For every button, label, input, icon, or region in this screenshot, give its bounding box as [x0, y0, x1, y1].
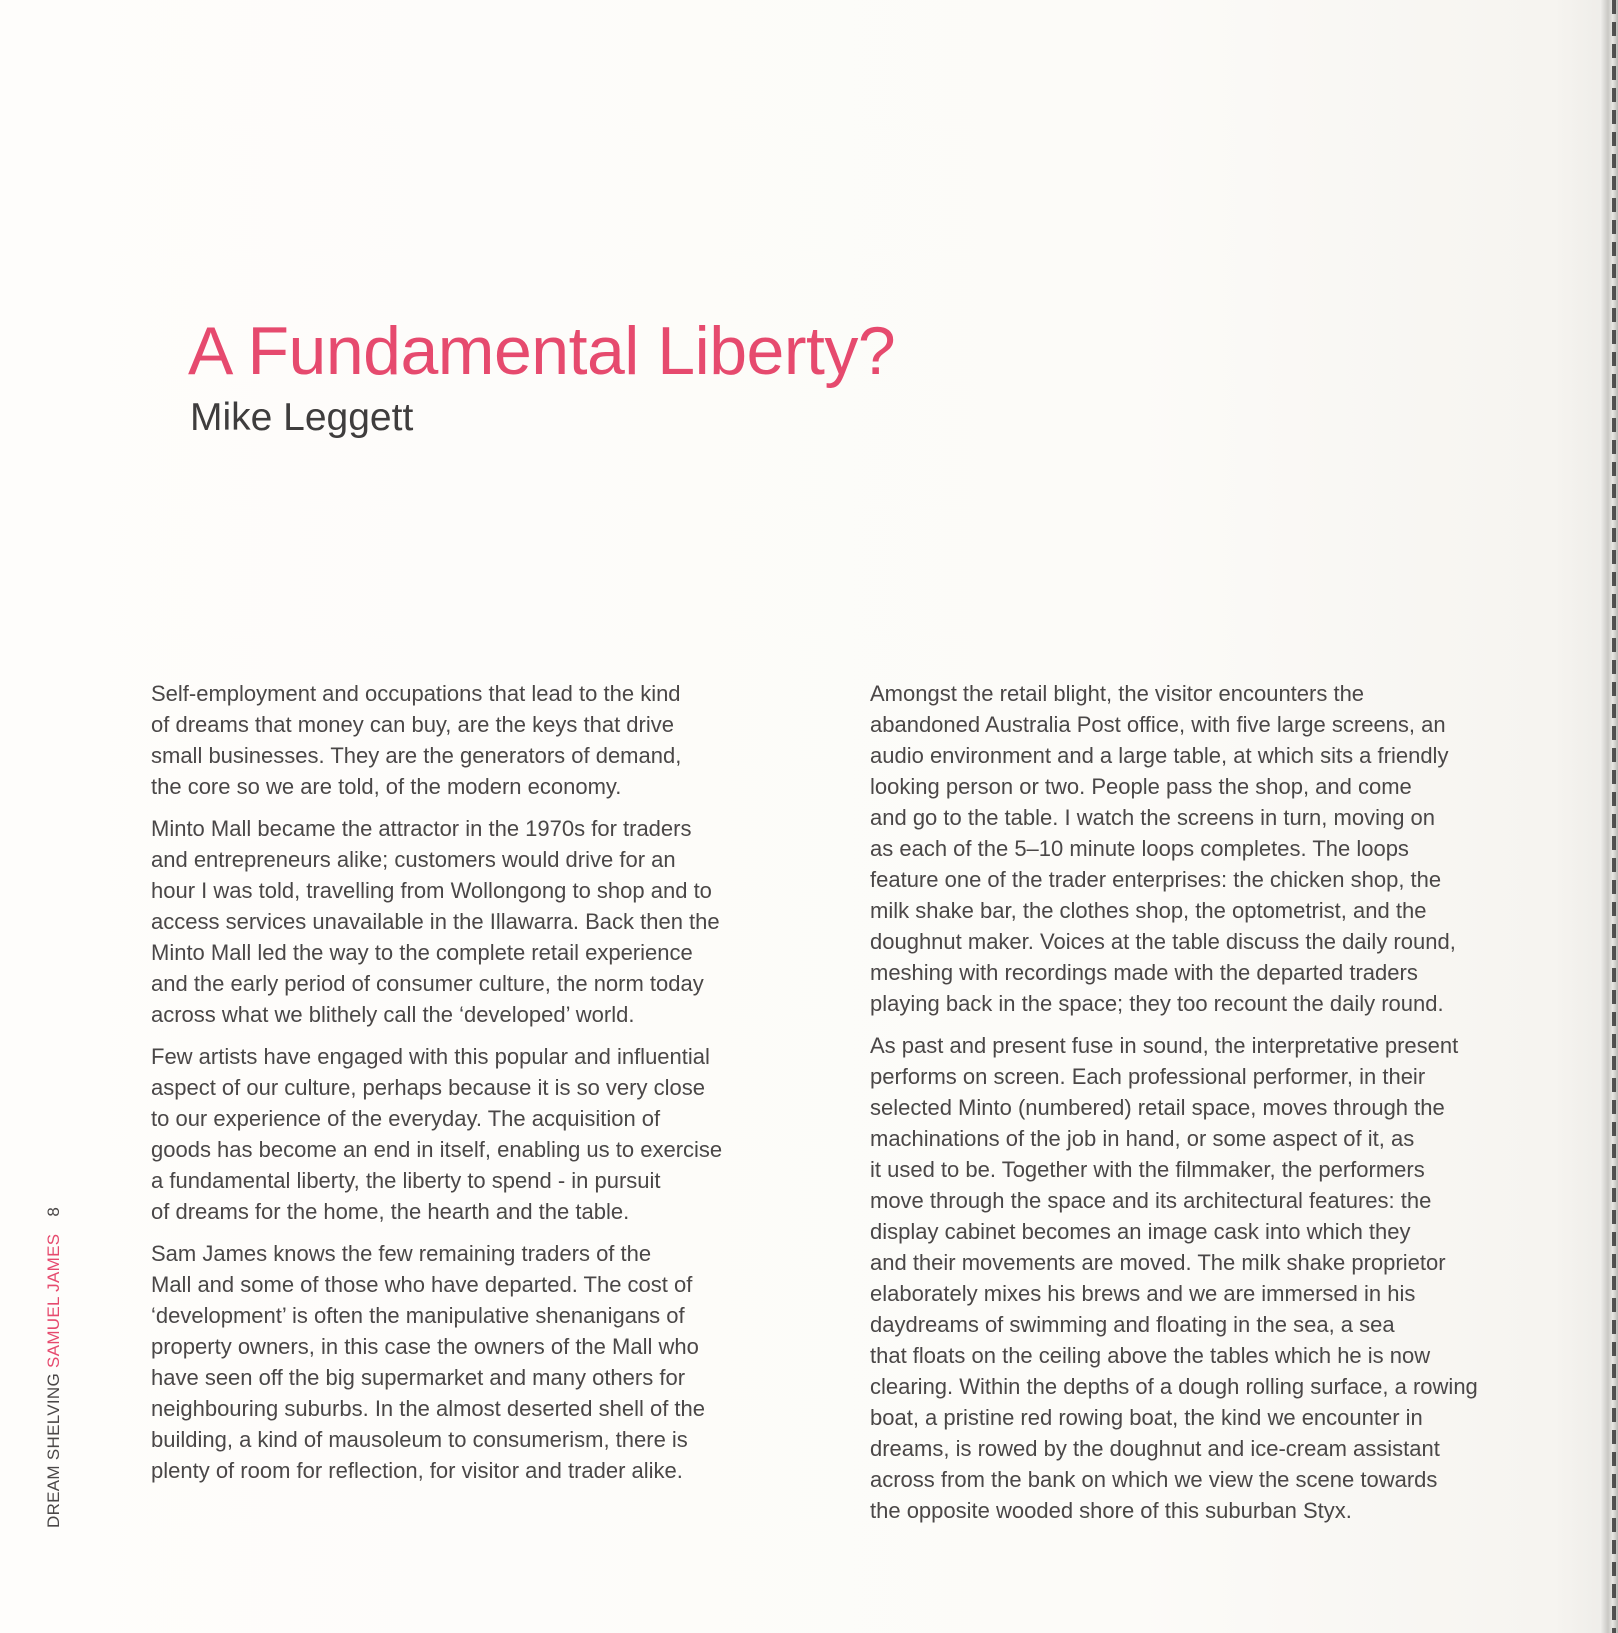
text-line: the core so we are told, of the modern economy. [151, 774, 622, 799]
text-line: and go to the table. I watch the screens in turn, moving on [870, 805, 1436, 830]
text-line: milk shake bar, the clothes shop, the optometrist, and the [870, 898, 1427, 923]
text-line: and entrepreneurs alike; customers would drive for an [151, 847, 676, 872]
text-line: audio environment and a large table, at which sits a friendly [870, 743, 1449, 768]
text-line: a fundamental liberty, the liberty to spend - in pursuit [151, 1168, 661, 1193]
book-title: DREAM SHELVING [44, 1372, 63, 1528]
text-line: that floats on the ceiling above the tables which he is now [870, 1343, 1431, 1368]
text-line: Mall and some of those who have departed. The cost of [151, 1272, 693, 1297]
text-line: as each of the 5–10 minute loops completes. The loops [870, 836, 1409, 861]
text-line: As past and present fuse in sound, the interpretative present [870, 1033, 1459, 1058]
body-paragraph [131, 813, 731, 1030]
text-line: looking person or two. People pass the shop, and come [870, 774, 1412, 799]
text-line: building, a kind of mausoleum to consumerism, there is [151, 1427, 688, 1452]
text-line: feature one of the trader enterprises: the chicken shop, the [870, 867, 1442, 892]
text-line: to our experience of the everyday. The acquisition of [151, 1106, 661, 1131]
text-line: small businesses. They are the generators of demand, [151, 743, 682, 768]
spiral-binding-holes [1612, 0, 1616, 1633]
article-author: Mike Leggett [190, 396, 414, 439]
text-line: abandoned Australia Post office, with five large screens, an [870, 712, 1446, 737]
text-line: access services unavailable in the Illawarra. Back then the [151, 909, 720, 934]
text-line: it used to be. Together with the filmmaker, the performers [870, 1157, 1425, 1182]
text-line: clearing. Within the depths of a dough rolling surface, a rowing [870, 1374, 1478, 1399]
body-paragraph [850, 1030, 1490, 1526]
text-line: dreams, is rowed by the doughnut and ice-cream assistant [870, 1436, 1440, 1461]
text-line: boat, a pristine red rowing boat, the kind we encounter in [870, 1405, 1423, 1430]
text-line: of dreams that money can buy, are the keys that drive [151, 712, 674, 737]
text-line: Sam James knows the few remaining traders of the [151, 1241, 652, 1266]
body-column-right [850, 678, 1490, 1537]
artist-name: SAMUEL JAMES [44, 1233, 63, 1368]
body-paragraph [131, 1041, 731, 1227]
text-line: daydreams of swimming and floating in the sea, a sea [870, 1312, 1395, 1337]
text-line: across from the bank on which we view the scene towards [870, 1467, 1438, 1492]
text-line: and the early period of consumer culture, the norm today [151, 971, 704, 996]
text-line: ‘development’ is often the manipulative shenanigans of [151, 1303, 685, 1328]
text-line: have seen off the big supermarket and many others for [151, 1365, 686, 1390]
page-number: 8 [44, 1206, 63, 1217]
article-title: A Fundamental Liberty? [188, 313, 896, 389]
text-line: the opposite wooded shore of this suburban Styx. [870, 1498, 1352, 1523]
text-line: goods has become an end in itself, enabling us to exercise [151, 1137, 723, 1162]
running-footer [44, 1207, 64, 1528]
text-line: Amongst the retail blight, the visitor encounters the [870, 681, 1365, 706]
text-line: playing back in the space; they too recount the daily round. [870, 991, 1444, 1016]
text-line: selected Minto (numbered) retail space, moves through the [870, 1095, 1445, 1120]
text-line: display cabinet becomes an image cask into which they [870, 1219, 1411, 1244]
text-line: property owners, in this case the owners of the Mall who [151, 1334, 699, 1359]
body-paragraph [131, 678, 731, 802]
text-line: across what we blithely call the ‘developed’ world. [151, 1002, 635, 1027]
text-line: and their movements are moved. The milk shake proprietor [870, 1250, 1446, 1275]
text-line: hour I was told, travelling from Wollongong to shop and to [151, 878, 712, 903]
text-line: move through the space and its architectural features: the [870, 1188, 1432, 1213]
text-line: Minto Mall led the way to the complete retail experience [151, 940, 693, 965]
text-line: performs on screen. Each professional performer, in their [870, 1064, 1426, 1089]
text-line: aspect of our culture, perhaps because it is so very close [151, 1075, 705, 1100]
text-line: Few artists have engaged with this popular and influential [151, 1044, 710, 1069]
body-paragraph [131, 1238, 731, 1486]
text-line: Minto Mall became the attractor in the 1970s for traders [151, 816, 692, 841]
body-paragraph [850, 678, 1490, 1019]
text-line: of dreams for the home, the hearth and the table. [151, 1199, 630, 1224]
text-line: Self-employment and occupations that lead to the kind [151, 681, 681, 706]
text-line: elaborately mixes his brews and we are immersed in his [870, 1281, 1416, 1306]
text-line: neighbouring suburbs. In the almost deserted shell of the [151, 1396, 706, 1421]
body-column-left [131, 678, 731, 1497]
text-line: doughnut maker. Voices at the table discuss the daily round, [870, 929, 1456, 954]
text-line: plenty of room for reflection, for visitor and trader alike. [151, 1458, 683, 1483]
text-line: machinations of the job in hand, or some aspect of it, as [870, 1126, 1415, 1151]
text-line: meshing with recordings made with the departed traders [870, 960, 1418, 985]
